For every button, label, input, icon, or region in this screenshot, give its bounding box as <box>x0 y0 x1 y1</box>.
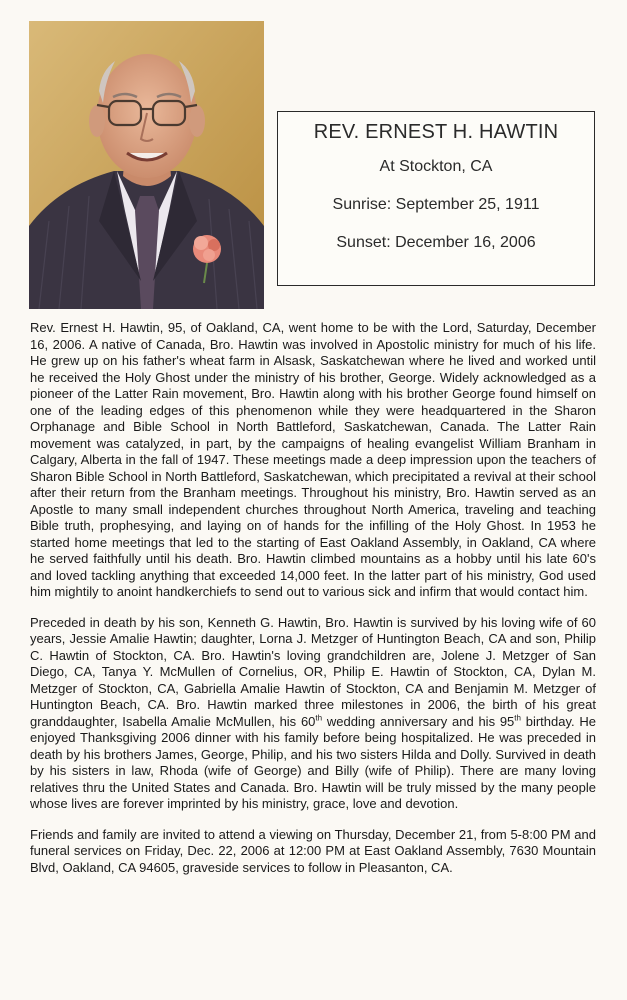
biography-paragraph: Rev. Ernest H. Hawtin, 95, of Oakland, CA, went home to be with the Lord, Saturday, December 16, 2006. A native of Canada, Bro. Hawtin was involved in Apostolic ministry for much of his life. He grew up on his father's wheat farm in Alsask, Saskatchewan where he lived and worked until he received the Holy Ghost under the ministry of his brother, George. Widely acknowledged as a pioneer of the Latter Rain movement, Bro. Hawtin along with his brother George found himself on one of the leading edges of this phenomenon while they were headquartered in the Sharon Orphanage and Bible School in North Battleford, Saskatchewan, Canada. The Latter Rain movement was catalyzed, in part, by the campaigns of healing evangelist William Branham in Calgary, Alberta in the fall of 1947. These meetings made a deep impression upon the teachers of Sharon Bible School in North Battleford, Saskatchewan, which precipitated a revival at their school after their return from the Branham meetings. Throughout his ministry, Bro. Hawtin served as an Apostle to many small independent churches throughout North America, traveling and teaching Bible truth, prophesying, and laying on of hands for the infilling of the Holy Ghost. In 1953 he started home meetings that led to the starting of East Oakland Assembly, in Oakland, CA where he served faithfully until his death. Bro. Hawtin climbed mountains as a hobby until his late 60's and loved tackling anything that exceeded 14,000 feet. In the latter part of his ministry, God used him mightily to anoint handkerchiefs to send out to various sick and infirm that would contact him. <box>30 320 596 599</box>
sunset-date: Sunset: December 16, 2006 <box>336 234 536 251</box>
survivors-text-part-2: wedding anniversary and his 95 <box>322 713 515 729</box>
obituary-header-box <box>277 111 595 286</box>
survivors-text-part-1: Preceded in death by his son, Kenneth G. Hawtin, Bro. Hawtin is survived by his loving wife of 60 years, Jessie Amalie Hawtin; daughter, Lorna J. Metzger of Huntington Beach, CA and son, Philip C. Hawtin of Stockton, CA. Bro. Hawtin's loving grandchildren are, Jolene J. Metzger of San Diego, CA, Tanya Y. McMullen of Cornelius, OR, Philip E. Hawtin of Stockton, CA, Dylan M. Metzger of Stockton, CA, Gabriella Amalie Hawtin of Stockton, CA and Benjamin M. Metzger of Huntington Beach, CA. Bro. Hawtin marked three milestones in 2006, the birth of his great granddaughter, Isabella Amalie McMullen, his 60 <box>30 614 596 729</box>
obituary-body <box>30 320 596 890</box>
portrait-photo <box>29 21 264 309</box>
location-line: At Stockton, CA <box>379 158 493 175</box>
sunrise-date: Sunrise: September 25, 1911 <box>332 196 540 213</box>
ordinal-suffix: th <box>315 713 323 723</box>
ordinal-suffix: th <box>514 713 521 723</box>
survivors-text-part-3: birthday. He enjoyed Thanksgiving 2006 dinner with his family before being hospitalized. He was preceded in death by his brothers James, George, Philip, and his two sisters Hilda and Dolly. Survived in death by his sisters in law, Rhoda (wife of George) and Billy (wife of Philip). There are many loving relatives thru the United States and Canada. Bro. Hawtin will be truly missed by the many people whose lives are forever imprinted by his ministry, grace, love and devotion. <box>30 713 597 811</box>
services-paragraph: Friends and family are invited to attend a viewing on Thursday, December 21, from 5-8:00 PM and funeral services on Friday, Dec. 22, 2006 at 12:00 PM at East Oakland Assembly, 7630 Mountain Blvd, Oakland, CA 94605, graveside services to follow in Pleasanton, CA. <box>30 826 596 875</box>
survivors-paragraph <box>30 615 596 813</box>
decedent-name: REV. ERNEST H. HAWTIN <box>313 121 559 143</box>
